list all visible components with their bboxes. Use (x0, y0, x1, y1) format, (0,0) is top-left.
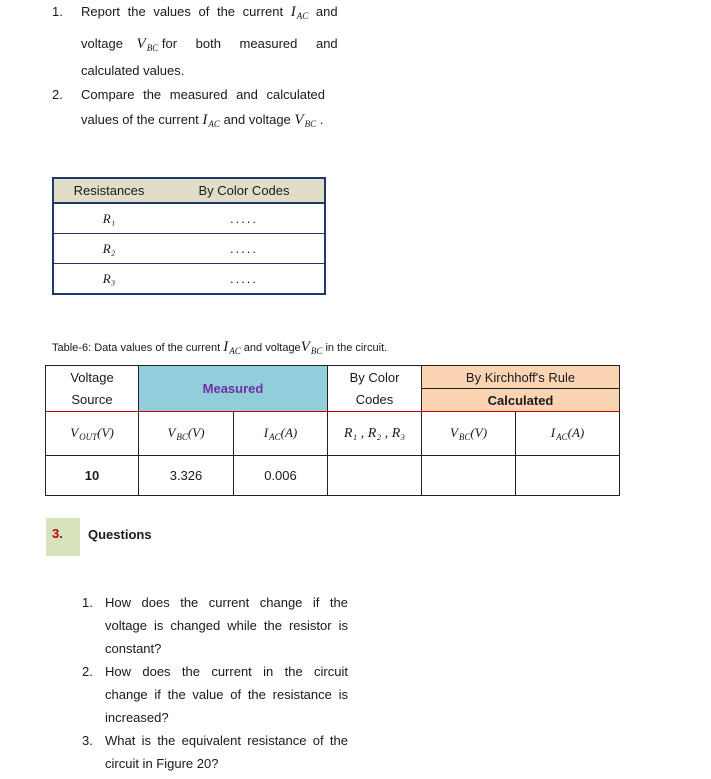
vbc-value: 3.326 (139, 456, 234, 496)
question-number: 2. (82, 664, 93, 679)
empty-cell (328, 456, 422, 496)
voltage-symbol: $V_{BC}$ (136, 36, 159, 53)
table-header-row (46, 366, 620, 389)
question-text: change if the value of the resistance is (105, 687, 348, 702)
question-text: What is the equivalent resistance of the (105, 733, 348, 748)
table-row (53, 264, 325, 295)
question-text: How does the current in the circuit (105, 664, 348, 679)
kirchhoff-header: By Kirchhoff's Rule (422, 366, 620, 389)
measured-header: Measured (139, 366, 328, 412)
empty-cell (516, 456, 620, 496)
current-symbol: $I_{AC}$ (202, 112, 220, 129)
vout-column-header: $V_{OUT}(V)$ (46, 412, 139, 456)
table-row (53, 234, 325, 264)
iac-value: 0.006 (234, 456, 328, 496)
question-number: 3. (82, 733, 93, 748)
voltage-source-header: Voltage (46, 366, 139, 389)
table-header: By Color Codes (164, 178, 325, 203)
calculated-header: Calculated (422, 389, 620, 412)
empty-cell (422, 456, 516, 496)
resistor-label: R₂ (53, 234, 164, 264)
iac-column-header: $I_{AC}(A)$ (516, 412, 620, 456)
resistor-label: R₃ (102, 270, 116, 286)
question-number: 1. (82, 595, 93, 610)
task-text: Report the values of the current $I_{AC}$ and (81, 4, 338, 21)
table-row (53, 203, 325, 234)
task-text: calculated values. (81, 63, 185, 78)
table-row (46, 456, 620, 496)
value-placeholder: ..... (164, 234, 325, 264)
resistance-table (52, 177, 326, 295)
vbc-column-header: $V_{BC}(V)$ (139, 412, 234, 456)
vbc-column-header: $V_{BC}(V)$ (422, 412, 516, 456)
table-header-row (46, 389, 620, 412)
data-table (45, 365, 620, 496)
question-text: increased? (105, 710, 169, 725)
current-symbol: $I_{AC}$ (223, 339, 241, 356)
color-codes-header: Codes (328, 389, 422, 412)
voltage-symbol: $V_{BC}$ (300, 339, 323, 356)
color-codes-header: By Color (328, 366, 422, 389)
task-text: values of the current $I_{AC}$ and voltage $V_{BC}$ . (81, 112, 324, 129)
resistor-label: R₁ (53, 203, 164, 234)
value-placeholder: ..... (229, 271, 259, 286)
task-number: 2. (52, 87, 63, 102)
table-units-row (46, 412, 620, 456)
vout-value: 10 (46, 456, 139, 496)
section-number: 3. (46, 518, 80, 556)
current-symbol: $I_{AC}$ (290, 4, 309, 21)
task-text: voltage $V_{BC}$ for both measured and (81, 36, 338, 53)
section-title: Questions (88, 527, 152, 542)
iac-column-header: $I_{AC}(A)$ (234, 412, 328, 456)
table-caption: Table-6: Data values of the current $I_{AC}$ and voltageV$_{BC}$ in the circuit. (52, 339, 388, 356)
voltage-symbol: $V_{BC}$ (294, 112, 317, 129)
question-text: voltage is changed while the resistor is (105, 618, 348, 633)
task-text: Compare the measured and calculated (81, 87, 326, 102)
task-number: 1. (52, 4, 63, 19)
question-text: circuit in Figure 20? (105, 756, 219, 771)
question-text: constant? (105, 641, 162, 656)
table-header: Resistances (53, 178, 164, 203)
voltage-source-header: Source (46, 389, 139, 412)
resistors-column-header: R₁ , R₂ , R₃ (328, 412, 422, 456)
question-text: How does the current change if the (105, 595, 348, 610)
table-header-row (53, 178, 325, 203)
value-placeholder: ..... (164, 203, 325, 234)
